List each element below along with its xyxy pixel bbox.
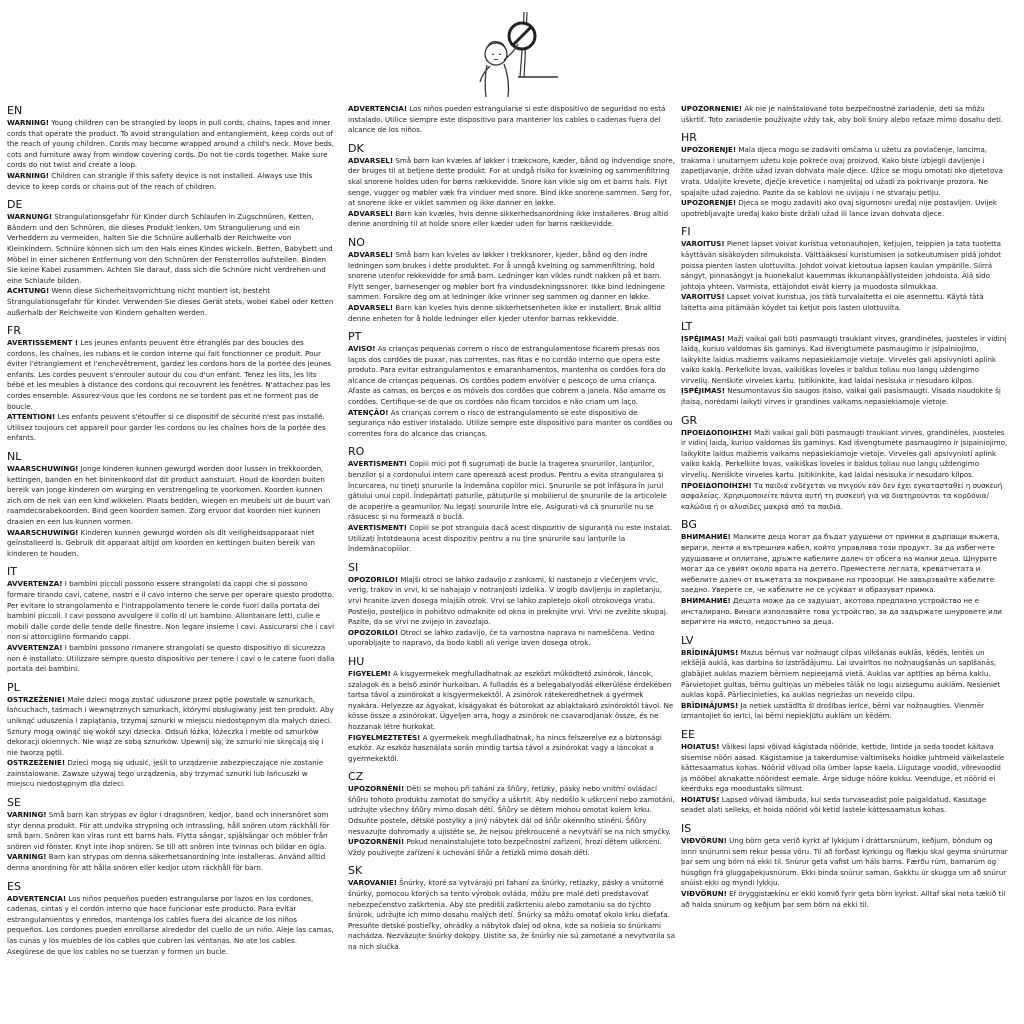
warning-paragraph [7, 758, 335, 790]
warning-paragraph [348, 784, 676, 837]
warning-paragraph [7, 464, 335, 528]
warning-paragraph [681, 532, 1009, 596]
warning-label: ΠΡΟΕΙΔΟΠΟΙΗΣΗ! [681, 480, 752, 490]
language-code-heading: FI [681, 225, 691, 239]
warning-text: Wenn diese Sicherheitsvorrichtung nicht montiert ist, besteht Strangulationsgefahr für Kinder. Verwenden Sie dieses Gerät stets, wobei Kabel oder Ketten außerhalb der Reichweite von Kindern gehalten werden. [7, 286, 334, 317]
warning-label: ADVARSEL! [348, 155, 394, 165]
language-code-heading: IS [681, 822, 692, 836]
warning-text: Lapsed võivad lämbuda, kui seda turvaseadist pole paigaldatud. Kasutage seadet alati selleks, et hoida nöörid või ketid lastele kättesaamatus kohas. [681, 794, 987, 815]
language-section-it [7, 565, 335, 674]
warning-label: AVVERTENZA! [7, 579, 63, 589]
warning-paragraph [348, 104, 676, 136]
warning-paragraph [348, 303, 676, 324]
warning-text: Los niños pequeños pueden estrangularse por lazos en los cordones, cadenas, cintas y el cordón interno que hace funcionar este producto. Para evitar estrangulamientos y enredos, mantenga los cables fuera del alcance de los niños pequeños. Los cordones pueden enrollarse alrededor del cuello de un niño. Aleje las camas, las cunas y los muebles de los cables que cubren las ventanas. No ate los cables. Asegúrese de que los cables no se tuerzan y formen un bucle. [7, 893, 334, 956]
language-section-se [7, 796, 335, 874]
warning-label: OSTRZEŻENIE! [7, 758, 66, 768]
warning-paragraph [7, 643, 335, 675]
warning-label: AVERTISMENT! [348, 523, 407, 532]
warning-paragraph [348, 459, 676, 523]
warning-paragraph [348, 250, 676, 303]
warning-label: HOIATUS! [681, 741, 720, 751]
warning-text: Los niños pueden estrangularse si este dispositivo de seguridad no está instalado. Utilice siempre este dispositivo para mantener los cables o cadenas fuera del alcance de los niños. [348, 104, 666, 135]
warning-text: Mazus bērnus var nožņaugt cilpas vilkšanas auklās, ķēdēs, lentēs un iekšējā auklā, kas darbina šo izstrādājumu. Lai izvairītos no nožņaugšanās un sapīšanās, glabājiet auklas maziem bērniem nepieejamā vietā. Auklas var aptīties ap bērna kaklu. Pārvietojiet gultas, bērnu gultiņas un mēbeles tālāk no logu aizsegumu auklām. Nesieniet auklas kopā. Pārliecinieties, ka auklas negriežas un neveido cilpu. [681, 647, 1001, 700]
warning-text: As crianças pequenas correm o risco de estrangulamentose ficarem presas nos laços dos cordões de puxar, nas correntes, nas fitas e no cordão interno que opera este produto. Para evitar estrangulamentos e emaranhamentos, mantenha os cordões fora do alcance de crianças pequenas. Os cordões podem envolver o pescoço de uma criança. Afaste as camas, os berços e os móveis dos cordões que cobrem a janela. Não amarre os cordões. Certifique-se de que os cordões não ficam torcidos e não criam um laço. [348, 344, 666, 407]
text-column-1 [7, 104, 335, 1019]
language-code-heading: NO [348, 235, 365, 249]
language-section-fi [681, 225, 1009, 313]
warning-text: I bambini possono rimanere strangolati se questo dispositivo di sicurezza non è installato. Utilizzare sempre questo dispositivo per tenere i cavi o le catene fuori dalla portata dei bambini. [7, 642, 335, 674]
warning-label: AVVERTENZA! [7, 642, 63, 652]
warning-label: VAROITUS! [681, 239, 725, 249]
warning-text: A gyermekek megfulladhatnak, ha nincs felszerelve ez a biztonsági eszköz. Az eszköz használata során mindig tartsa távol a zsinórokat vagy a láncokat a gyermekektől. [348, 732, 662, 763]
warning-text: Jonge kinderen kunnen gewurgd worden door lussen in trekkoorden, kettingen, banden en het binnenkoord dat dit product aanstuurt. Houd de koorden buiten bereik van jonge kinderen om wurging en verstrengeling te voorkomen. Koorden kunnen zich om de nek van een kind wikkelen. Plaats bedden, wiegen en meubels uit de buurt van raamdecorabekoorden. Bind geen koorden samen. Zorg ervoor dat koorden niet kunnen draaien en een lus kunnen vormen. [7, 464, 331, 526]
warning-text: Малките деца могат да бъдат удушени от примки в дърпащи въжета, вериги, ленти и вътрешния кабел, който управлява този продукт. За да избегнете удушаване и оплитане, дръжте кабелите далеч от обсега на малки деца. Шнурите могат да се увият около врата на детето. Преместете леглата, креватчетата и мебелите далеч от въжетата за покриване на прозорци. Не завързвайте кабелите заедно. Уверете се, че кабелите не се усукват и образуват примка. [681, 532, 1000, 595]
warning-paragraph [681, 742, 1009, 795]
warning-paragraph [681, 481, 1009, 513]
language-section-dk [348, 142, 676, 230]
warning-paragraph [348, 523, 676, 555]
warning-label: AVISO! [348, 344, 376, 354]
warning-text: Maži vaikai gali būti pasmaugti traukiant virves, grandinėles, juosteles ir vidinį laidą, kuriuo valdomas šis gaminys. Kad išvengtumėte pasmaugimo ir įsipainiojimo, laikykite laidus mažiems vaikams nepasiekiamoje vietoje. Virvelės gali apsivynioti aplink vaiko kaklą. Perkelkite lovas, vaikiškas loveles ir baldus toliau nuo langų uždengimo virvelių. Neriškite virveles kartu. Įsitikinkite, kad laidai nesisuka ir nesudaro kilpos. [681, 427, 1008, 480]
warning-label: WARNUNG! [7, 212, 53, 222]
warning-label: BRĪDINĀJUMS! [681, 700, 739, 710]
language-section-pt [348, 330, 676, 439]
warning-label: ВНИМАНИЕ! [681, 532, 731, 542]
language-section-pl [7, 681, 335, 790]
warning-text: Barn kan strypas om denna säkerhetsanordning inte installeras. Använd alltid denna anordning för att hålla snören eller kedjor utom räckhåll för barn. [7, 852, 326, 873]
language-code-heading: SK [348, 864, 363, 878]
warning-text: Copiii mici pot fi sugrumați de bucle la tragerea șnururilor, lanțurilor, benzilor și a cordonului intern care operează acest produs. Pentru a evita strangularea și încurcarea, nu țineți șnururile la îndemâna copiilor mici. Șnururile se pot înfășura în jurul gâtului unui copil. Îndepărtați paturile, pătuțurile și mobilierul de șnururile de la articolele de acoperire a geamurilor. Nu legați șnururile între ele. Asigurați-vă că șnururile nu se răsucesc și nu formează o buclă. [348, 459, 667, 522]
warning-label: ATTENTION! [7, 412, 56, 422]
warning-paragraph [7, 338, 335, 412]
warning-text: Małe dzieci mogą zostać uduszone przez pętle powstałe w sznurkach, łańcuchach, taśmach i wewnętrznych sznurkach, którymi obsługiwany jest ten produkt. Aby uniknąć uduszenia i zaplątania, trzymaj sznurki w miejscu niedostępnym dla małych dzieci. Sznury mogą owinąć się wokół szyi dziecka. Odsuń łóżka, łóżeczka i meble od sznurków dekoracji okiennych. Nie wiąż ze sobą sznurków. Upewnij się, że sznurki nie skręcają się i nie tworzą pętli. [7, 694, 334, 757]
language-section-continued [681, 104, 1009, 125]
language-section-gr [681, 414, 1009, 513]
warning-text: Barn kan kveles hvis denne sikkerhetsenheten ikke er installert. Bruk alltid denne enheten for å holde ledninger eller kjeder utenfor barnas rekkevidde. [348, 302, 662, 323]
warning-text: Децата може да се задушат, акотова предпазно устройство не е инсталирано. Винаги използвайте това устройство, за да задържате шнуровете или веригите на място, недостъпно за деца. [681, 595, 1002, 627]
warning-text: Ef öryggistækinu er ekki komið fyrir geta börn kyrkst. Alltaf skal nota tækið til að halda snúrum og keðjum þar sem börn ná ekki til. [681, 889, 1006, 909]
language-code-heading: SE [7, 796, 21, 810]
warning-text: Les enfants peuvent s'étouffer si ce dispositif de sécurité n'est pas installé. Utilisez toujours cet appareil pour garder les cordons ou les chaînes hors de la portée des enfants. [7, 412, 326, 443]
language-section-hr [681, 131, 1009, 219]
warning-label: VAROVANIE! [348, 878, 397, 888]
warning-label: ADVARSEL! [348, 208, 394, 218]
language-code-heading: IT [7, 565, 17, 579]
language-code-heading: PT [348, 330, 362, 344]
warning-text: Otroci se lahko zadavijo, če ta varnostna naprava ni nameščena. Vedno uporabljajte to napravo, da bodo kabli ali verige izven dosega otrok. [348, 627, 655, 648]
warning-label: ADVERTENCIA! [7, 893, 67, 903]
warning-text: Ung börn geta verið kyrkt af lykkjum í dráttarsnúrum, keðjum, böndum og innri snúrunni sem rekur þessa vöru. Til að forðast kyrkingu og flækju skal geyma snúrurnar þar sem ung börn ná ekki til. Snúrur geta vafist um háls barns. Færðu rúm, barnarúm og húsgögn frá gluggaþekjusnúrum. Ekki binda snúrur saman. Gakktu úr skugga um að snúrur snúist ekki og myndi lykkju. [681, 836, 1008, 888]
warning-label: ADVERTENCIA! [348, 104, 408, 113]
language-code-heading: BG [681, 518, 697, 532]
warning-text: Copiii se pot strangula dacă acest dispozitiv de siguranță nu este instalat. Utilizați întotdeauna acest dispozitiv pentru a nu ține șnururile sau lanțurile la îndemânacopiilor. [348, 523, 673, 554]
language-code-heading: DE [7, 198, 23, 212]
warning-label: WARNING! [7, 118, 50, 127]
warning-paragraph [7, 852, 335, 873]
warning-paragraph [681, 104, 1009, 125]
language-section-ro [348, 445, 676, 554]
warning-paragraph [681, 648, 1009, 701]
warning-text: Kinderen kunnen gewurgd worden als dit veiligheidsapparaat niet geïnstalleerd is. Gebruik dit apparaat altijd om koorden en kettingen buiten bereik van kinderen te houden. [7, 527, 315, 558]
warning-label: ΠΡΟΕΙΔΟΠΟΙΗΣΗ! [681, 427, 752, 437]
language-code-heading: PL [7, 680, 20, 694]
warning-text: Les jeunes enfants peuvent être étranglés par des boucles des cordons, les chaînes, les rubans et le cordon interne qui fait fonctionner ce produit. Pour éviter l'étranglement et l'enchevêtrement, gardez les cordons hors de la portée des jeunes enfants. Les cordes peuvent s'enrouler autour du cou d'un enfant. Tenez les lits, les lits bébé et les meubles à distance des cordons qui recouvrent les fenêtres. N'attachez pas les cordes ensemble. Assurez-vous que les cordons ne se tordent pas et ne forment pas de boucle. [7, 338, 332, 411]
warning-text: Børn kan kvæles, hvis denne sikkerhedsanordning ikke installeres. Brug altid denne anordning til at holde snore eller kæder uden for børns rækkevidde. [348, 208, 669, 229]
language-code-heading: FR [7, 324, 21, 338]
language-section-hu [348, 655, 676, 764]
language-section-bg [681, 518, 1009, 627]
language-section-fr [7, 324, 335, 444]
language-section-no [348, 236, 676, 324]
warning-paragraph [681, 386, 1009, 407]
warning-label: ĮSPĖJIMAS! [681, 386, 725, 396]
language-code-heading: LV [681, 633, 694, 647]
warning-paragraph [681, 239, 1009, 292]
warning-paragraph [348, 156, 676, 209]
warning-paragraph [348, 733, 676, 765]
warning-text: Children can strangle if this safety device is not installed. Always use this device to keep cords or chains out of the reach of children. [7, 170, 313, 191]
language-section-es [7, 880, 335, 958]
warning-label: WAARSCHUWING! [7, 527, 79, 537]
language-code-heading: HU [348, 654, 365, 668]
language-code-heading: HR [681, 131, 697, 145]
warning-label: FIGYELEM! [348, 668, 391, 678]
language-code-heading: GR [681, 413, 698, 427]
warning-paragraph [348, 209, 676, 230]
warning-label: VARNING! [7, 810, 47, 820]
warning-label: ADVARSEL! [348, 302, 394, 312]
warning-label: BRĪDINĀJUMS! [681, 647, 739, 657]
warning-text: Děti se mohou při tahání za šňůry, řetízky, pásky nebo vnitřní ovládací šňůru tohoto produktu zamotat do smyčky a uškrtit. Aby nedošlo k uškrcení nebo zamotání, udržujte všechny šňůry mimo dosah dětí. Šňůry se dětem mohou omotat kolem krku. Odsuňte postele, dětské postýlky a jiný nábytek dál od šňůr okenního stínění. Šňůry nesvazujte dohromady a ujistěte se, že nejsou překroucené a nevytváří se na nich smyčky. [348, 784, 675, 836]
language-section-lv [681, 634, 1009, 722]
warning-label: OPOZORILO! [348, 574, 399, 584]
warning-label: ADVARSEL! [348, 249, 394, 259]
warning-label: AVERTISMENT! [348, 459, 407, 469]
language-code-heading: RO [348, 445, 365, 459]
warning-paragraph [7, 212, 335, 286]
warning-label: ACHTUNG! [7, 286, 50, 296]
language-section-en [7, 104, 335, 192]
warning-paragraph [348, 575, 676, 628]
language-code-heading: SI [348, 560, 359, 574]
warning-paragraph [7, 118, 335, 171]
language-section-nl [7, 450, 335, 559]
warning-text: Mala djeca mogu se zadaviti omčama u užetu za povlačenje, lancima, trakama i unutarnjem užetu koje pokreće ovaj proizvod. Kako biste izbjegli davljenje i zapetljavanje, držite užad izvan dohvata male djece. Užice se mogu omotati oko djetetova vrata. Udaljite krevete, dječje krevetiće i namještaj od užadi za pokrivanje prozora. Ne spajajte užad zajedno. Pazite da se kablovi ne uvijaju i ne stvaraju petlju. [681, 145, 1003, 197]
warning-label: AVERTISSEMENT ! [7, 338, 79, 348]
warning-paragraph [7, 695, 335, 759]
warning-paragraph [7, 528, 335, 560]
warning-paragraph [348, 344, 676, 408]
warning-label: UPOZORNĚNÍ! [348, 784, 405, 794]
warning-paragraph [681, 145, 1009, 198]
warning-label: WARNING! [7, 170, 50, 180]
text-column-3 [681, 104, 1009, 1019]
warning-paragraph [7, 579, 335, 643]
warning-text: Djeca se mogu zadaviti ako ovaj sigurnosni uređaj nije postavljen. Uvijek upotrebljavajte uređaj kako biste držali užad ili lance izvan dohvata djece. [681, 198, 997, 218]
warning-text: Små barn kan strypas av öglor i dragsnören, kedjor, band och innersnöret som styr denna produkt. För att undvika strypning och intrassling, håll snören utom räckhåll för små barn. Snören kan viras runt ett barns hals. Flytta sängar, spjälsängar och möbler från snören vid fönster. Knyt inte ihop snören. Se till att snören inte tvinnas och bildar en ögla. [7, 810, 330, 851]
warning-label: VIÐVÖRUN! [681, 889, 727, 899]
warning-label: UPOZORENJE! [681, 198, 737, 208]
language-code-heading: ES [7, 879, 21, 893]
warning-text: Šnúrky, ktoré sa vytvárajú pri ťahaní za šnúrky, retiazky, pásky a vnútorné šnúrky, pomocou ktorých sa tento výrobok ovláda, môžu pre malé deti predstavovať nebezpečenstvo zaškrtenia. Aby ste predišli zaškrteniu alebo zamotaniu sa do týchto šnúrok, udržujte ich mimo dosahu malých detí. Šnúrky sa môžu omotať okolo krku dieťaťa. Presuňte detské postieľky, ohrádky a nábytok ďalej od okna, kde sa nošieia so šnúrkami nachádza. Nezväzujte šnúrky dokopy. Uistite sa, že šnúrky nie sú zamotané a nevytvorila sa na nich slučka. [348, 878, 675, 951]
warning-paragraph [681, 701, 1009, 722]
warning-label: HOIATUS! [681, 794, 720, 804]
warning-label: WAARSCHUWING! [7, 464, 79, 474]
text-column-2 [348, 104, 676, 1019]
warning-label: ĮSPĖJIMAS! [681, 333, 725, 343]
warning-text: Maži vaikai gali būti pasmaugti traukiant virves, grandinėles, juosteles ir vidinį laidą, kuriuo valdomas šis gaminys. Kad išvengtumėte pasmaugimo ir įsipainiojimo, laikykite laidus mažiems vaikams nepasiekiamoje vietoje. Virvelės gali apsivynioti aplink vaiko kaklą. Perkelkite lovas, vaikiškas loveles ir baldus toliau nuo langų uždengimo virvelių. Neriškite virveles kartu. Įsitikinkite, kad laidai nesisuka ir nesudaro kilpos. [681, 333, 1007, 385]
warning-paragraph [681, 596, 1009, 628]
warning-label: OPOZORILO! [348, 627, 399, 637]
language-section-si [348, 561, 676, 649]
warning-text: Strangulationsgefahr für Kinder durch Schlaufen in Zugschnüren, Ketten, Bändern und den Schnüren, die dieses Produkt lenken. Um Strangulierung und ein Verheddern zu vermeiden, halten Sie die Schnüre außerhalb der Reichweite von Kleinkindern. Schnüre können sich um den Hals eines Kindes wickeln. Betten, Babybett und Möbel in einer sicheren Entfernung von den Schnüren der Fensterrollos aufstellen. Binden Sie keine Kabel zusammen. Achten Sie darauf, dass sich die Schnüre nicht verdrehen und eine Schlaufe bilden. [7, 212, 333, 285]
warning-paragraph [7, 894, 335, 958]
warning-paragraph [681, 889, 1009, 910]
warning-paragraph [681, 198, 1009, 219]
warning-paragraph [7, 810, 335, 852]
warning-text: Pokud nenainstalujete toto bezpečnostní zařízení, hrozí dětem uškrcení. Vždy používejte zařízení k uchování šňůr a řetízků mimo dosah dětí. [348, 837, 662, 857]
language-section-cz [348, 770, 676, 858]
warning-label: FIGYELMEZTETÉS! [348, 732, 421, 742]
warning-text: Pienet lapset voivat kuristua vetonauhojen, ketjujen, teippien ja tata tuotetta käyttävän sisäkoyden silmukoista. Välttääksesi kuristumisen ja sotkeutumisen pidä johdot poissa pienten lasten ulottuvilta. Johdot voivat kietoutua lapsen kaulan ympärille. Siirrä sängyt, pinnasängyt ja huonekalut kauemmas ikkunanpäällysteiden johdoista. Älä sido johtoja yhteen. Varmista, ettäjohdot eivät kierry ja muodosta silmukkaa. [681, 239, 1002, 291]
language-section-continued [348, 104, 676, 136]
language-code-heading: EE [681, 727, 695, 741]
language-code-heading: CZ [348, 770, 364, 784]
warning-paragraph [348, 408, 676, 440]
warning-text: Lapset voivat kuristua, jos tätä turvalaitetta ei ole asennettu. Käytä tätä laitetta aina pitämään köydet tai ketjut pois lasten ulottuvilta. [681, 292, 984, 312]
warning-text: Τα παιδιά ενδέχεται να πνιγούν εάν δεν έχει εγκατασταθεί η συσκευή ασφαλείας. Χρησιμοποιείτε πάντα αυτή τη συσκευή για να διατηρούνται τα κορδόνια/καλώδια ή οι αλυσίδες μακριά από τα παιδιά. [681, 480, 1003, 511]
warning-label: ВНИМАНИЕ! [681, 595, 731, 605]
warning-label: OSTRZEŻENIE! [7, 694, 66, 704]
warning-label: ATENÇÃO! [348, 407, 389, 417]
warning-text: A kisgyermekek megfulladhatnak az eszközt működtető zsinórok, láncok, szalagok és a belső zsinór hurkaiban. A fulladás és a belegabalyodás elkerülése érdekében tartsa távol a zsinórokat a kisgyermekektől. A zsinórok rátekeredhetnek a gyermek nyakára. Helyezze az ágyakat, kiságyakat és bútorokat az ablaktakaró zsinóroktól távol. Ne kösse össze a zsinórokat. Ügyeljen arra, hogy a zsinórok ne csavarodjanak össze, és ne hozzanak létre hurkokat. [348, 668, 674, 731]
warning-text: As crianças correm o risco de estrangulamento se este dispositivo de segurança não estiver instalado. Utilize sempre este dispositivo para manter os cordões ou correntes fora do alcance das crianças. [348, 407, 673, 438]
warning-text: Mlajši otroci se lahko zadavijo z zankami, ki nastanejo z vlečenjem vrvic, verig, trakov in vrvi, ki se nahajajo v notranjosti izdelka. V izogib davljenju in zapletanju, vrvi hranite izven dosega mlajših otrok. Vrvi se lahko zapletejo okoli otrokovega vratu. Posteljo, posteljico in pohištvo odmaknite od okna in preknjite vrvi. Vrvi ne zvežite skupaj. Pazite, da se vrvi ne zvijejo in zavozlajo. [348, 574, 669, 627]
warning-label: UPOZORNENIE! [681, 104, 743, 113]
warning-label: VIÐVÖRUN! [681, 836, 727, 846]
warning-text: Små børn kan kvæles af løkker i trækснore, kæder, bånd og indvendige snore, der bruges til at betjene dette produkt. For at undgå risiko for kvælning og sammenfiltring skal snorene holdes uden for børns rækkevidde. Snore kan vikle sig om et barns hals. Flyt senge, vugger og møbler væk fra vinduer med snore. Bind ikke snorene sammen. Sørg for, at snorene ikke er viklet sammen og ikke danner en løkke. [348, 155, 675, 208]
warning-label: UPOZORNĚNÍ! [348, 837, 405, 847]
warning-paragraph [681, 428, 1009, 481]
child-with-cord-warning-icon [460, 2, 560, 102]
warning-paragraph [348, 878, 676, 952]
warning-text: I bambini piccoli possono essere strangolati da cappi che si possono formare tirando cavi, catene, nastri e il cavo interno che serve per operare questo prodotto. Per evitare lo strangolamento e l'intrappolamento tenere le corde fuori dalla portata dei bambini piccoli. I cavi possono avvolgere il collo di un bambino. Allontanare letti, culle e mobili dalle corde delle tende delle finestre. Non legare insieme i cavi. Assicurarsi che i cavi non si attorciglino formando cappi. [7, 579, 335, 642]
warning-paragraph [7, 412, 335, 444]
warning-text: Ja netiek uzstādīta šī drošības ierīce, bērni var nožņaugties. Vienmēr izmantojiet šo ierīci, lai bērni nepiekļūtu auklām un ķēdēm. [681, 700, 984, 721]
language-code-heading: DK [348, 141, 364, 155]
language-code-heading: LT [681, 319, 693, 333]
language-section-sk [348, 864, 676, 952]
warning-label: VAROITUS! [681, 292, 725, 302]
language-section-ee [681, 728, 1009, 816]
warning-paragraph [681, 795, 1009, 816]
warning-text: Nesumontavus šio saugos įtaiso, vaikai gali pasismaugti. Visada naudokite šį įtaisą, norėdami laikyti virves ir grandines vaikams nepasiekiamoje vietoje. [681, 386, 1001, 407]
warning-text: Väikesi lapsi võivad kägistada nööride, kettide, lintide ja seda toodet käitava sisemise nööri aasad. Kägistamise ja takerdumise vältimiseks hoidke juhtmeid väikelastele kättesaamatus kohas. Nöörid võivad olla ümber lapse kaela. Liigutage voodid, võrevoodid ja mööbel aknakatte nööridest eemale. Ärge siduge nööre kokku. Veenduge, et nöörid ei keerduks ega moodustaks silmust. [681, 741, 1005, 794]
warning-label: VARNING! [7, 852, 47, 862]
warning-text: Young children can be strangled by loops in pull cords, chains, tapes and inner cords that operate the product. To avoid strangulation and entanglement, keep cords out of the reach of young children. Cords may become wrapped around a child's neck. Move beds, cots and furniture away from window covering cords. Do not tie cords together. Make sure cords do not twist and create a loop. [7, 118, 334, 170]
warning-paragraph [348, 669, 676, 733]
language-section-de [7, 198, 335, 318]
warning-paragraph [7, 171, 335, 192]
warning-paragraph [681, 292, 1009, 313]
warning-paragraph [348, 837, 676, 858]
language-section-lt [681, 320, 1009, 408]
warning-label: UPOZORENJE! [681, 145, 737, 155]
warning-paragraph [348, 628, 676, 649]
language-section-is [681, 822, 1009, 910]
warning-paragraph [681, 334, 1009, 387]
warning-pictogram-icon [460, 2, 560, 102]
warning-paragraph [7, 286, 335, 318]
language-code-heading: NL [7, 450, 22, 464]
warning-text: Dzieci mogą się udusić, jeśli to urządzenie zabezpieczające nie zostanie zainstalowane. Zawsze używaj tego urządzenia, aby trzymać sznurki lub łańcuszki w miejscu niedostępnym dla dzieci. [7, 758, 324, 789]
warning-paragraph [681, 836, 1009, 889]
warning-text: Ak nie je nainštalované toto bezpečnostné zariadenie, deti sa môžu uškrtiť. Toto zariadenie používajte vždy tak, aby boli šnúry alebo reťaze mimo dosahu detí. [681, 104, 1004, 124]
language-code-heading: EN [7, 104, 23, 117]
warning-text: Små barn kan kveles av løkker i trekksnorer, kjeder, bånd og den indre ledningen som brukes i dette produktet. For å unngå kvelning og sammenfiltring, hold snorene utenfor rekkevidde for små barn. Ledninger kan vikles rundt nakken på et barn. Flytt senger, barnesenger og møbler bort fra vindusdekningssnorer. Ikke bind ledningene sammen. Forsikre deg om at ledninger ikke vrinner seg sammen og danner en løkke. [348, 249, 666, 302]
